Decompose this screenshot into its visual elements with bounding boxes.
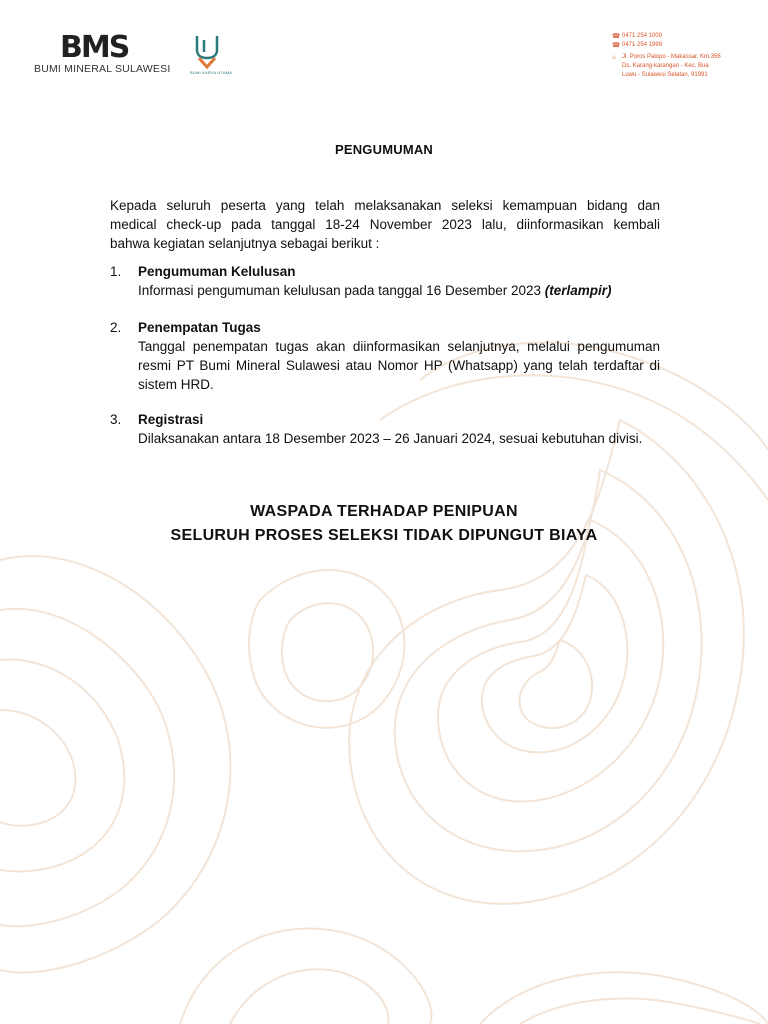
bms-logo-subtitle: BUMI MINERAL SULAWESI — [34, 63, 171, 75]
bumi-karya-logo — [190, 34, 234, 78]
list-item-heading: Pengumuman Kelulusan — [138, 264, 296, 279]
intro-line: bahwa kegiatan selanjutnya sebagai berikut : — [110, 236, 380, 251]
bumi-karya-logo-text: BUMI KARYA UTAMA — [190, 70, 233, 75]
bumi-karya-emblem-icon — [194, 34, 220, 70]
list-item-line: resmi PT Bumi Mineral Sulawesi atau Nomor HP (Whatsapp) yang telah terdaftar di — [138, 358, 660, 373]
phone-icon: ☎ — [612, 33, 621, 40]
phone-number-1: 0471 254 1000 — [622, 33, 663, 39]
list-item-text: Dilaksanakan antara 18 Desember 2023 – 26 Januari 2024, sesuai kebutuhan divisi. — [138, 431, 643, 446]
list-item-line: Tanggal penempatan tugas akan diinformasikan selanjutnya, melalui pengumuman — [138, 339, 660, 354]
address-line: Ds. Karang-karangan - Kec. Bua — [622, 63, 709, 69]
bms-logo-wordmark: BMS — [60, 30, 129, 65]
document-title: PENGUMUMAN — [334, 142, 434, 157]
fraud-warning — [0, 500, 768, 548]
intro-line: medical check-up pada tanggal 18-24 November 2023 lalu, diinformasikan kembali — [110, 217, 660, 232]
list-item-text: Informasi pengumuman kelulusan pada tanggal 16 Desember 2023 — [138, 283, 545, 298]
list-item-number: 2. — [110, 320, 122, 335]
phone-number-2: 0471 254 1999 — [622, 42, 663, 48]
warning-line-2: SELURUH PROSES SELEKSI TIDAK DIPUNGUT BIAYA — [170, 527, 598, 544]
attachment-note: (terlampir) — [544, 283, 612, 298]
warning-line-1: WASPADA TERHADAP PENIPUAN — [250, 503, 518, 520]
intro-paragraph — [110, 196, 660, 253]
intro-line: Kepada seluruh peserta yang telah melaksanakan seleksi kemampuan bidang dan — [110, 198, 660, 213]
fax-icon: ☎ — [612, 42, 621, 49]
list-item-number: 3. — [110, 412, 122, 427]
contact-info — [612, 32, 762, 80]
phone-row-1 — [612, 32, 762, 41]
list-item-line: sistem HRD. — [138, 377, 214, 392]
location-icon: ⌂ — [612, 54, 616, 61]
phone-row-2 — [612, 41, 762, 50]
list-item-number: 1. — [110, 264, 122, 279]
address-row — [612, 53, 762, 80]
bms-logo — [34, 32, 174, 78]
list-item-heading: Registrasi — [138, 412, 204, 427]
address-line: Luwu - Sulawesi Selatan, 91991 — [622, 72, 708, 78]
address-line: Jl. Poros Palopo - Makassar, Km.356 — [622, 54, 721, 60]
list-item-heading: Penempatan Tugas — [138, 320, 261, 335]
